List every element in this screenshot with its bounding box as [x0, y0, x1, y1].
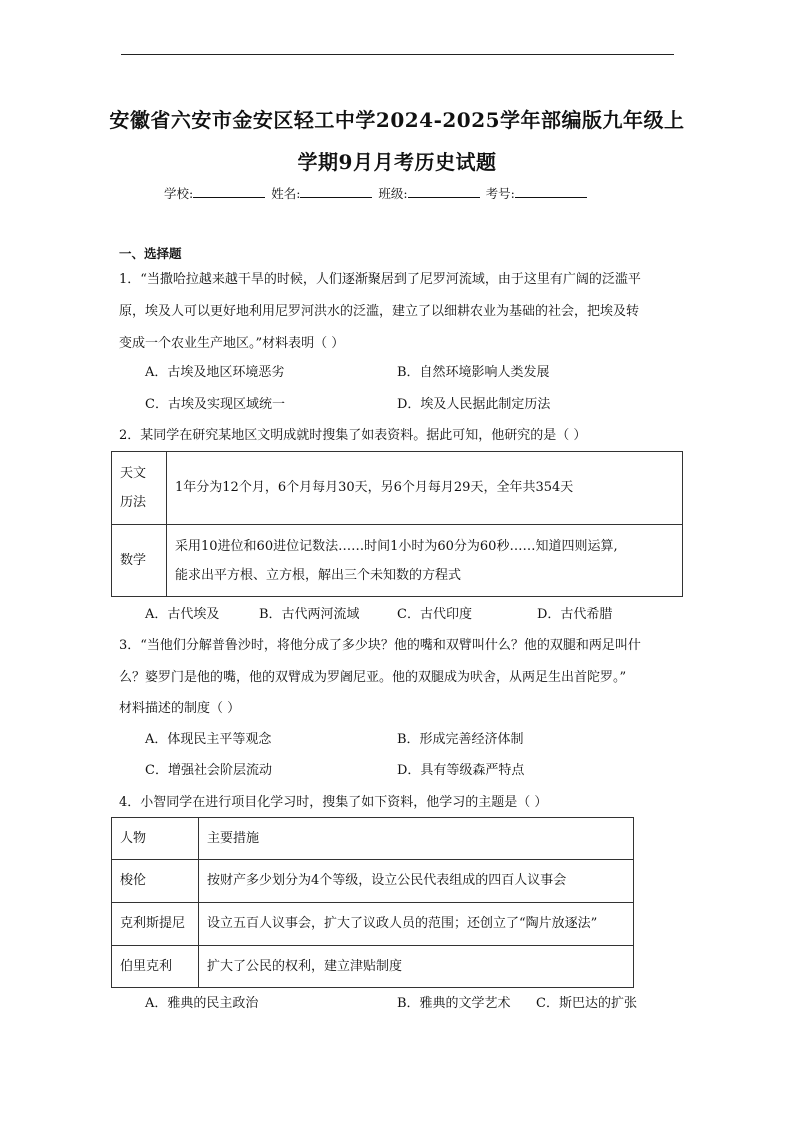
q4-row2-person: 克利斯提尼	[112, 903, 199, 946]
q1-stem-line3: 变成一个农业生产地区。”材料表明（ ）	[119, 336, 345, 351]
q4-option-c[interactable]: C．斯巴达的扩张	[536, 996, 637, 1011]
q2-option-d[interactable]: D．古代希腊	[537, 607, 613, 622]
q1-option-c[interactable]: C．古埃及实现区域统一	[145, 397, 285, 412]
q2-row1-head-line1: 天文	[120, 466, 147, 481]
table-row	[112, 818, 634, 860]
q2-row2-content-line2: 能求出平方根、立方根，解出三个未知数的方程式	[175, 567, 462, 583]
number-blank[interactable]	[515, 185, 587, 198]
q4-header-measure: 主要措施	[199, 818, 634, 860]
table-row	[112, 860, 634, 903]
q2-row1-content: 1年分为12个月，6个月每月30天，另6个月每月29天，全年共354天	[167, 452, 683, 525]
q2-stem: 2．某同学在研究某地区文明成就时搜集了如表资料。据此可知，他研究的是（ ）	[119, 428, 587, 443]
q2-row2-content-line1: 采用10进位和60进位记数法……时间1小时为60分为60秒……知道四则运算,	[175, 538, 618, 554]
student-info-fields	[164, 184, 589, 202]
section-heading: 一、选择题	[119, 246, 182, 261]
q1-stem-line2: 原，埃及人可以更好地利用尼罗河洪水的泛滥，建立了以细耕农业为基础的社会，把埃及转	[119, 304, 640, 319]
q1-option-d[interactable]: D．埃及人民据此制定历法	[397, 397, 551, 412]
q2-row2-head: 数学	[112, 525, 167, 597]
class-blank[interactable]	[408, 185, 480, 198]
q4-table	[111, 817, 634, 988]
page-title-line1: 安徽省六安市金安区轻工中学2024-2025学年部编版九年级上	[109, 108, 685, 132]
name-blank[interactable]	[300, 185, 372, 198]
q3-stem-line3: 材料描述的制度（ ）	[119, 701, 241, 716]
table-row	[112, 525, 683, 597]
q3-option-d[interactable]: D．具有等级森严特点	[397, 763, 525, 778]
q2-table	[111, 451, 683, 597]
table-row	[112, 946, 634, 988]
class-label: 班级:	[378, 186, 408, 201]
q3-stem-line1: 3．“当他们分解普鲁沙时，将他分成了多少块？他的嘴和双臂叫什么？他的双腿和两足叫什	[119, 638, 641, 653]
q2-row1-head-line2: 历法	[120, 495, 147, 510]
table-cell	[112, 452, 167, 525]
q4-row1-person: 梭伦	[112, 860, 199, 903]
q4-row3-measure: 扩大了公民的权利，建立津贴制度	[199, 946, 634, 988]
q4-stem: 4．小智同学在进行项目化学习时，搜集了如下资料，他学习的主题是（ ）	[119, 795, 548, 810]
q4-header-person: 人物	[112, 818, 199, 860]
q1-stem-line1: 1．“当撒哈拉越来越干旱的时候，人们逐渐聚居到了尼罗河流域，由于这里有广阔的泛滥平	[119, 272, 641, 287]
q4-option-b[interactable]: B．雅典的文学艺术	[397, 996, 511, 1011]
q2-option-a[interactable]: A．古代埃及	[145, 607, 220, 622]
table-row	[112, 452, 683, 525]
q4-row2-measure: 设立五百人议事会，扩大了议政人员的范围；还创立了“陶片放逐法”	[199, 903, 634, 946]
page-title-line2: 学期9月月考历史试题	[297, 150, 497, 174]
q3-option-b[interactable]: B．形成完善经济体制	[397, 732, 524, 747]
school-label: 学校:	[164, 186, 194, 201]
q3-stem-line2: 么？婆罗门是他的嘴，他的双臂成为罗阇尼亚。他的双腿成为吠舍，从两足生出首陀罗。”	[119, 670, 627, 685]
q2-option-b[interactable]: B．古代两河流域	[259, 607, 360, 622]
number-label: 考号:	[485, 186, 515, 201]
name-label: 姓名:	[271, 186, 301, 201]
school-blank[interactable]	[193, 185, 265, 198]
header-rule	[121, 54, 674, 55]
table-row	[112, 903, 634, 946]
q3-option-a[interactable]: A．体现民主平等观念	[145, 732, 272, 747]
q2-option-c[interactable]: C．古代印度	[397, 607, 472, 622]
q4-option-a[interactable]: A．雅典的民主政治	[145, 996, 259, 1011]
q3-option-c[interactable]: C．增强社会阶层流动	[145, 763, 272, 778]
q4-row3-person: 伯里克利	[112, 946, 199, 988]
q4-row1-measure: 按财产多少划分为4个等级，设立公民代表组成的四百人议事会	[199, 860, 634, 903]
table-cell	[167, 525, 683, 597]
q1-option-a[interactable]: A．古埃及地区环境恶劣	[145, 365, 285, 380]
q1-option-b[interactable]: B．自然环境影响人类发展	[397, 365, 550, 380]
